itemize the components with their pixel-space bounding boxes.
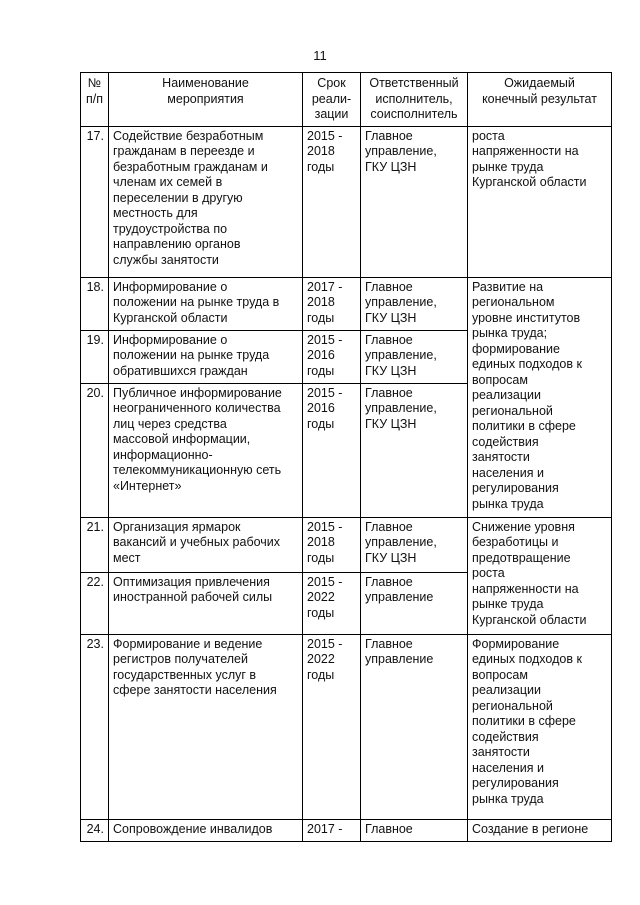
measures-table (80, 72, 612, 842)
row-number: 21. (81, 517, 109, 572)
row-responsible: Главное управление, ГКУ ЦЗН (361, 277, 468, 330)
row-name: Оптимизация привлечения иностранной рабочей силы (109, 572, 303, 634)
row-result-merged: Снижение уровня безработицы и предотвращение роста напряженности на рынке труда Курганской области (468, 517, 612, 634)
row-term: 2017 - (303, 819, 361, 841)
row-number: 17. (81, 126, 109, 277)
table-header-row (81, 73, 612, 127)
row-result-merged: Развитие на региональном уровне институтов рынка труда; формирование единых подходов к вопросам реализации региональной политики в сфере содействия занятости населения и регулирования рынка труда (468, 277, 612, 517)
row-term: 2015 - 2016 годы (303, 383, 361, 517)
row-responsible: Главное управление, ГКУ ЦЗН (361, 383, 468, 517)
row-number: 19. (81, 330, 109, 383)
header-term: Срок реали- зации (303, 73, 361, 127)
row-term: 2015 - 2022 годы (303, 572, 361, 634)
row-number: 24. (81, 819, 109, 841)
row-result: Формирование единых подходов к вопросам реализации региональной политики в сфере содействия занятости населения и регулирования рынка труда (468, 634, 612, 819)
row-number: 22. (81, 572, 109, 634)
row-name: Формирование и ведение регистров получателей государственных услуг в сфере занятости населения (109, 634, 303, 819)
row-result: роста напряженности на рынке труда Курганской области (468, 126, 612, 277)
row-name: Содействие безработным гражданам в переезде и безработным гражданам и членам их семей в переселении в другую местность для трудоустройства по направлению органов службы занятости (109, 126, 303, 277)
row-name: Сопровождение инвалидов (109, 819, 303, 841)
row-term: 2015 - 2022 годы (303, 634, 361, 819)
row-responsible: Главное управление, ГКУ ЦЗН (361, 330, 468, 383)
row-responsible: Главное управление, ГКУ ЦЗН (361, 517, 468, 572)
table-row (81, 819, 612, 841)
row-name: Организация ярмарок вакансий и учебных рабочих мест (109, 517, 303, 572)
table-row (81, 634, 612, 819)
table-row (81, 277, 612, 330)
row-term: 2015 - 2018 годы (303, 517, 361, 572)
page-number: 11 (313, 48, 327, 63)
row-number: 20. (81, 383, 109, 517)
row-responsible: Главное управление, ГКУ ЦЗН (361, 126, 468, 277)
row-responsible: Главное управление (361, 572, 468, 634)
row-term: 2015 - 2018 годы (303, 126, 361, 277)
row-term: 2015 - 2016 годы (303, 330, 361, 383)
row-result: Создание в регионе (468, 819, 612, 841)
row-responsible: Главное управление (361, 634, 468, 819)
header-responsible: Ответственный исполнитель, соисполнитель (361, 73, 468, 127)
row-responsible: Главное (361, 819, 468, 841)
header-num: № п/п (81, 73, 109, 127)
row-name: Публичное информирование неограниченного количества лиц через средства массовой информации, информационно- телекоммуникационную сеть «Интернет» (109, 383, 303, 517)
row-term: 2017 - 2018 годы (303, 277, 361, 330)
header-result: Ожидаемый конечный результат (468, 73, 612, 127)
table-row (81, 126, 612, 277)
row-number: 18. (81, 277, 109, 330)
row-name: Информирование о положении на рынке труда в Курганской области (109, 277, 303, 330)
row-name: Информирование о положении на рынке труда обратившихся граждан (109, 330, 303, 383)
table-row (81, 517, 612, 572)
header-name: Наименование мероприятия (109, 73, 303, 127)
row-number: 23. (81, 634, 109, 819)
